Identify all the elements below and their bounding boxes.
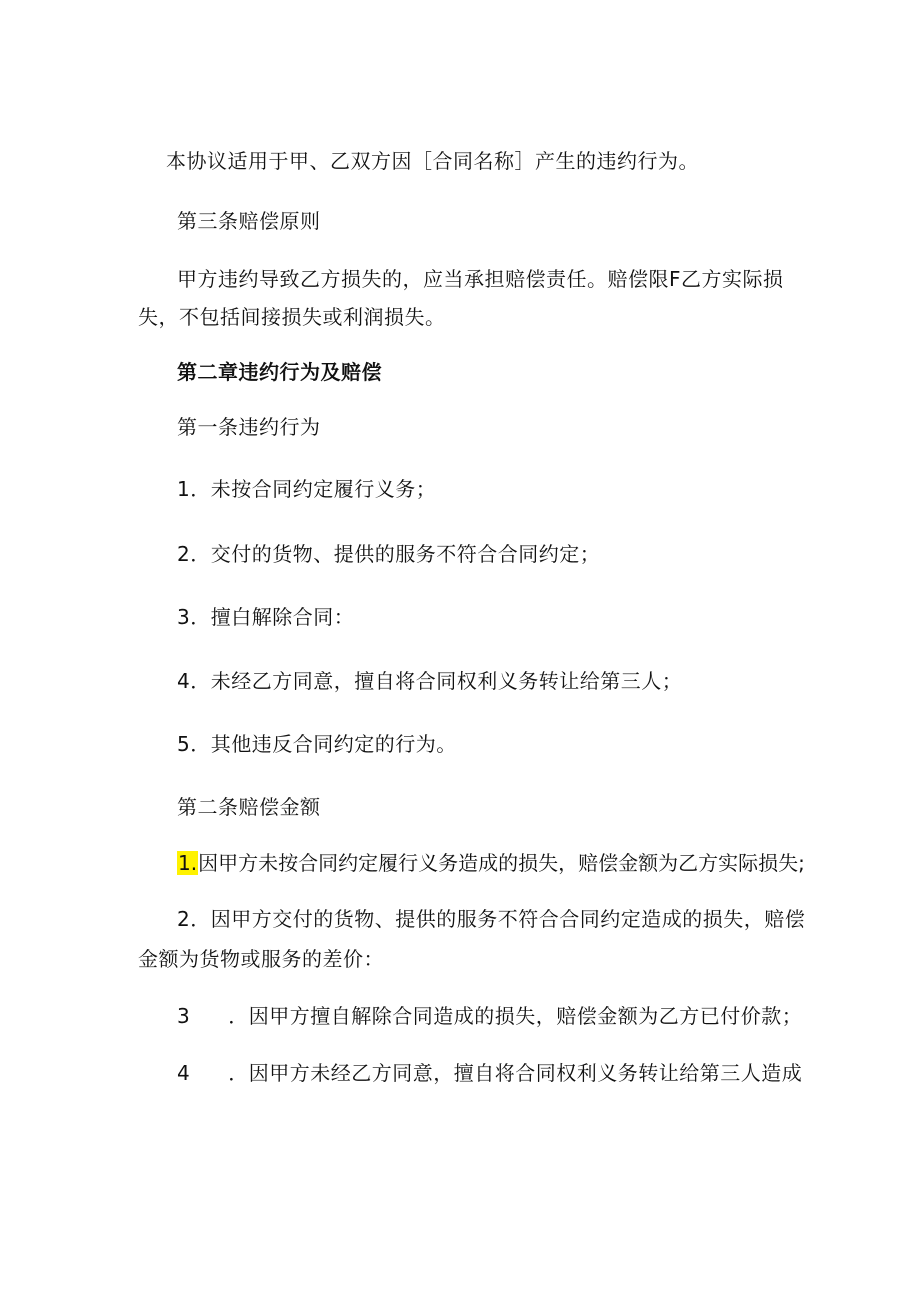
item-text: ．其他违反合同约定的行为。 bbox=[190, 732, 457, 756]
item-number: 2 bbox=[177, 907, 191, 931]
item-text: ．擅白解除合同： bbox=[190, 605, 355, 629]
violation-item-2 bbox=[177, 540, 600, 568]
article-3-text-line-2: 失，不包括间接损失或利润损失。 bbox=[138, 305, 446, 329]
compensation-item-4 bbox=[177, 1059, 802, 1087]
item-text: ．因甲方交付的货物、提供的服务不符合合同约定造成的损失，赔偿 bbox=[190, 907, 806, 931]
intro-paragraph: 本协议适用于甲、乙双方因［合同名称］产生的违约行为。 bbox=[166, 149, 699, 173]
compensation-item-3 bbox=[177, 1002, 802, 1030]
item-number: 3 bbox=[177, 1004, 191, 1028]
item-text: 因甲方未按合同约定履行义务造成的损失，赔偿金额为乙方实际损失; bbox=[198, 851, 805, 875]
item-text: ．交付的货物、提供的服务不符合合同约定； bbox=[190, 542, 601, 566]
item-number: 5 bbox=[177, 732, 191, 756]
violation-item-5 bbox=[177, 730, 457, 758]
item-text: ．因甲方擅自解除合同造成的损失，赔偿金额为乙方已付价款； bbox=[228, 1004, 803, 1028]
item-number: 1 bbox=[177, 477, 191, 501]
article-3-title: 第三条赔偿原则 bbox=[177, 209, 321, 233]
item-number: 2 bbox=[177, 542, 191, 566]
violation-item-1 bbox=[177, 475, 436, 503]
item-number: 3 bbox=[177, 605, 191, 629]
item-number: 4 bbox=[177, 1061, 191, 1085]
violation-item-3 bbox=[177, 603, 354, 631]
article-3-text-line-1: 甲方违约导致乙方损失的，应当承担赔偿责任。赔偿限F乙方实际损 bbox=[177, 267, 784, 291]
violation-item-4 bbox=[177, 667, 682, 695]
item-text: ．因甲方未经乙方同意，擅自将合同权利义务转让给第三人造成 bbox=[228, 1061, 803, 1085]
chapter-2-title: 第二章违约行为及赔偿 bbox=[177, 360, 382, 384]
item-number: 4 bbox=[177, 669, 191, 693]
compensation-item-2-line-1 bbox=[177, 905, 805, 933]
compensation-item-2-line-2: 金额为货物或服务的差价： bbox=[138, 947, 384, 971]
compensation-item-1 bbox=[177, 849, 805, 877]
article-2-title: 第二条赔偿金额 bbox=[177, 795, 321, 819]
article-1-title: 第一条违约行为 bbox=[177, 415, 321, 439]
item-text: ．未按合同约定履行义务； bbox=[190, 477, 437, 501]
item-text: ．未经乙方同意，擅自将合同权利义务转让给第三人； bbox=[190, 669, 683, 693]
highlighted-number: 1. bbox=[178, 851, 198, 875]
